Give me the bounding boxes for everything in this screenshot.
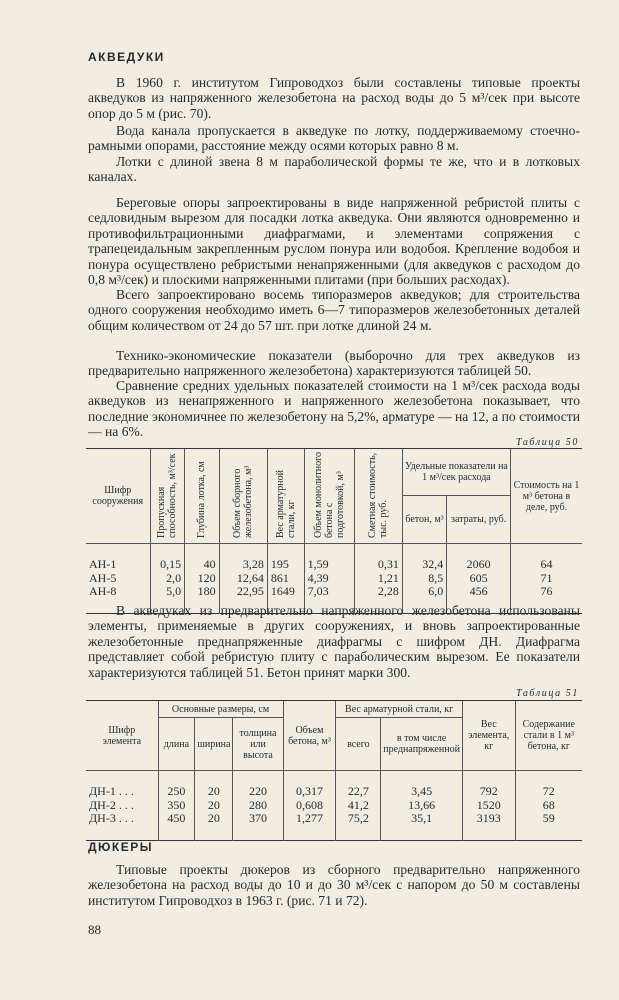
t50-header-mono: Объем монолитного бетона с подготовкой, м³ [304, 449, 354, 544]
t51-header-total: всего [336, 718, 381, 771]
t50-header-volume: Объем сборного железобетона, м³ [219, 449, 267, 544]
paragraph-1: В 1960 г. институтом Гипроводхоз были составлены типовые проекты акведуков из напряженного железобетона на расход воды до 5 м³/сек при высоте опор до 5 м (рис. 70). [88, 75, 580, 121]
t50-header-code: Шифр сооружения [86, 449, 150, 544]
paragraph-3: Лотки с длиной звена 8 м параболической формы те же, что и в лотковых каналах. [88, 154, 580, 185]
page-number: 88 [88, 922, 101, 937]
table-row: ДН-3 . . . 450 20 370 1,277 75,2 35,1 3193 59 [86, 812, 582, 826]
t51-header-steel: Содержание стали в 1 м³ бетона, кг [515, 701, 582, 771]
t51-header-prestressed: в том числе преднапряженной [381, 718, 463, 771]
section-heading-aqueducts: АКВЕДУКИ [88, 50, 165, 64]
t51-header-length: длина [158, 718, 195, 771]
table-51 [86, 700, 582, 841]
table-row: ДН-1 . . . 250 20 220 0,317 22,7 3,45 792 72 [86, 785, 582, 799]
t50-header-specific: Удельные показатели на 1 м³/сек расхода [402, 449, 510, 496]
paragraph-5: Всего запроектировано восемь типоразмеров акведуков; для строительства одного сооружения необходимо иметь 6—7 типоразмеров железобетонных деталей общим количеством от 24 до 57 шт. при лотке длиной 24 м. [88, 287, 580, 333]
paragraph-6: Технико-экономические показатели (выборочно для трех акведуков из предварительно напряженного железобетона) характеризуются таблицей 50. [88, 348, 580, 379]
t51-header-dims: Основные размеры, см [158, 701, 283, 718]
t50-header-rebar: Вес арматурной стали, кг [267, 449, 304, 544]
table-row: АН-8 5,0 180 22,95 1649 7,03 2,28 6,0 456 76 [86, 585, 582, 599]
t51-header-width: ширина [195, 718, 233, 771]
t50-header-cost: Сметная стоимость, тыс. руб. [354, 449, 402, 544]
t51-header-thickness: толщина или высота [233, 718, 283, 771]
paragraph-9: Типовые проекты дюкеров из сборного предварительно напряженного железобетона на расход воды до 10 и до 30 м³/сек с напором до 50 м составлены институтом Гипроводхоз в 1963 г. (рис. 71 и 72). [88, 862, 580, 908]
t50-header-expense: затраты, руб. [447, 496, 511, 544]
t51-header-code: Шифр элемента [86, 701, 158, 771]
t51-header-volume: Объем бетона, м³ [283, 701, 336, 771]
t50-header-steel: Стоимость на 1 м³ бетона в деле, руб. [511, 449, 583, 544]
paragraph-4: Береговые опоры запроектированы в виде напряженной ребристой плиты с седловидным вырезом для посадки лотка акведука. Они являются одновременно и противофильтрационными диафрагмами, и элементами сопряжения с трапецеидальным закрепленным руслом понура или водобоя. Крепление водобоя и понура осуществлено ребристыми ненапряженными (для акведуков с расходом до 0,8 м³/сек) и плоскими напряженными плитами (при больших расходах). [88, 195, 580, 288]
table-51-caption: Таблица 51 [516, 688, 579, 699]
t50-header-concrete: бетон, м³ [402, 496, 446, 544]
table-50 [86, 448, 582, 614]
section-heading-dukers: ДЮКЕРЫ [88, 840, 154, 854]
table-row: АН-1 0,15 40 3,28 195 1,59 0,31 32,4 2060 64 [86, 558, 582, 572]
t51-header-weight: Вес элемента, кг [462, 701, 515, 771]
table-row: ДН-2 . . . 350 20 280 0,608 41,2 13,66 1520 68 [86, 799, 582, 813]
t50-header-capacity: Пропускная способность, м³/сек [150, 449, 185, 544]
table-50-caption: Таблица 50 [516, 437, 579, 448]
t51-header-rebar: Вес арматурной стали, кг [336, 701, 463, 718]
t50-header-depth: Глубина лотка, см [185, 449, 220, 544]
paragraph-2: Вода канала пропускается в акведуке по лотку, поддерживаемому стоечно-рамными опорами, расстояние между осями которых равно 8 м. [88, 123, 580, 154]
paragraph-8: В акведуках из предварительно напряженного железобетона использованы элементы, применяемые в других сооружениях, и вновь запроектированные железобетонные преднапряженные диафрагмы с шифром ДН. Диафрагма представляет собой ребристую плиту с параболическим вырезом. Ее показатели характеризуются таблицей 51. Бетон принят марки 300. [88, 603, 580, 680]
table-row: АН-5 2,0 120 12,64 861 4,39 1,21 8,5 605 71 [86, 572, 582, 586]
paragraph-7: Сравнение средних удельных показателей стоимости на 1 м³/сек расхода воды акведуков из ненапряженного и напряженного железобетона показывает, что последние экономичнее по железобетону на 5,2%, арматуре — на 12, а по стоимости — на 6%. [88, 378, 580, 440]
